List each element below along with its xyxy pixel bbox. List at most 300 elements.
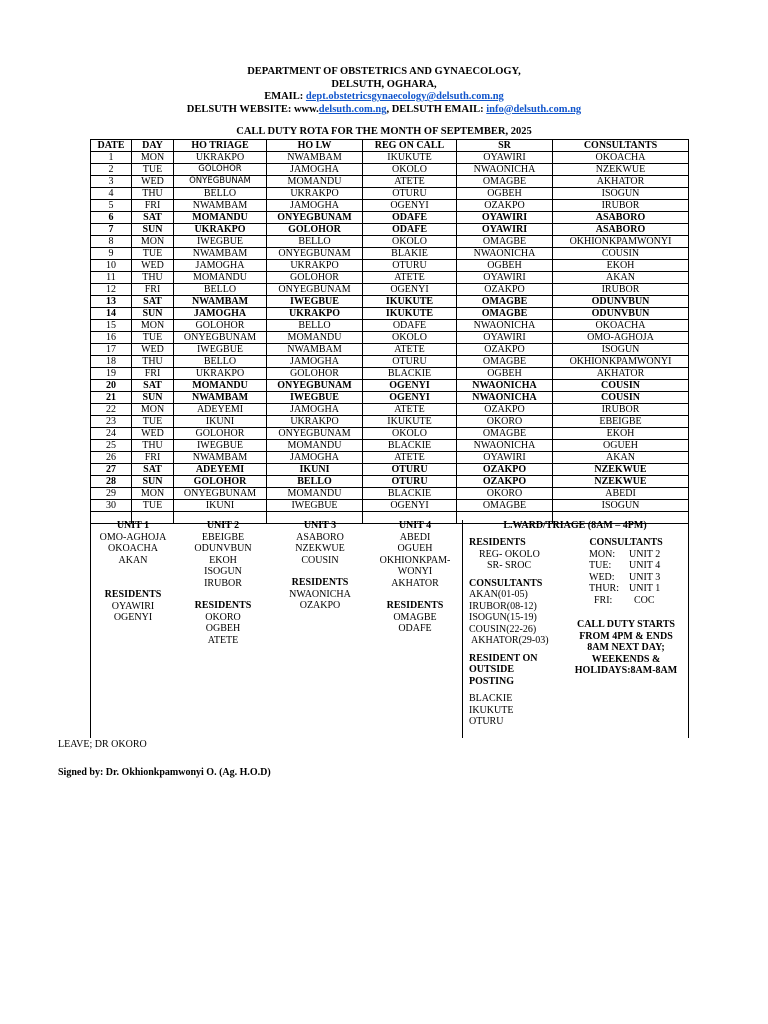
day-unit-row: [567, 549, 685, 561]
table-cell: NWAMBAM: [267, 152, 363, 164]
table-cell: IKUNI: [174, 416, 267, 428]
table-cell: 26: [91, 452, 132, 464]
table-row: [91, 344, 689, 356]
table-cell: 18: [91, 356, 132, 368]
unit-consultant: ASABORO: [296, 531, 344, 543]
column-header: REG ON CALL: [363, 140, 457, 152]
table-cell: OYAWIRI: [457, 452, 553, 464]
table-cell: ATETE: [363, 344, 457, 356]
table-cell: BLACKIE: [363, 368, 457, 380]
table-cell: MOMANDU: [174, 212, 267, 224]
table-cell: JAMOGHA: [267, 164, 363, 176]
table-cell: 11: [91, 272, 132, 284]
table-row: [91, 332, 689, 344]
residents-label: RESIDENTS: [194, 600, 252, 611]
unit-title: UNIT 1: [116, 520, 150, 531]
table-cell: WED: [132, 428, 174, 440]
table-cell: MOMANDU: [267, 488, 363, 500]
unit-consultant: IRUBOR: [204, 577, 242, 589]
table-cell: COUSIN: [553, 392, 689, 404]
unit-consultant: AKAN: [118, 554, 148, 566]
table-cell: 7: [91, 224, 132, 236]
lward-consultant: IRUBOR(08-12): [469, 600, 537, 612]
table-cell: OGENYI: [363, 200, 457, 212]
table-cell: IWEGBUE: [174, 236, 267, 248]
table-body: [91, 152, 689, 524]
email2-label: , DELSUTH EMAIL:: [386, 103, 487, 115]
section-divider: [462, 520, 463, 738]
table-cell: OTURU: [363, 464, 457, 476]
table-cell: IRUBOR: [553, 284, 689, 296]
email2-link[interactable]: info@delsuth.com.ng: [486, 103, 582, 115]
table-cell: ABEDI: [553, 488, 689, 500]
day-unit: UNIT 3: [629, 571, 661, 583]
table-row: [91, 224, 689, 236]
table-cell: MON: [132, 488, 174, 500]
table-cell: ONYEGBUNAM: [267, 428, 363, 440]
table-cell: GOLOHOR: [267, 368, 363, 380]
website-line: [0, 104, 768, 117]
table-cell: COUSIN: [553, 248, 689, 260]
table-cell: OMAGBE: [457, 500, 553, 512]
day-unit-row: [567, 560, 685, 572]
hospital-name: DELSUTH, OGHARA,: [331, 78, 437, 90]
table-cell: COUSIN: [553, 380, 689, 392]
table-cell: ASABORO: [553, 224, 689, 236]
table-row: [91, 212, 689, 224]
table-cell: SUN: [132, 308, 174, 320]
table-cell: NZEKWUE: [553, 476, 689, 488]
table-cell: MOMANDU: [267, 176, 363, 188]
table-cell: 2: [91, 164, 132, 176]
table-cell: IWEGBUE: [267, 392, 363, 404]
table-cell: MON: [132, 152, 174, 164]
unit-consultant: NZEKWUE: [295, 543, 345, 554]
unit-consultant: ISOGUN: [204, 566, 242, 577]
table-row: [91, 260, 689, 272]
table-cell: OKOLO: [363, 428, 457, 440]
table-cell: NWAMBAM: [174, 296, 267, 308]
table-cell: OYAWIRI: [457, 272, 553, 284]
table-cell: IWEGBUE: [174, 344, 267, 356]
table-cell: OKORO: [457, 416, 553, 428]
table-row: [91, 428, 689, 440]
table-cell: NZEKWUE: [553, 164, 689, 176]
unit-consultant: ODUNVBUN: [194, 543, 252, 554]
table-row: [91, 464, 689, 476]
table-row: [91, 440, 689, 452]
table-cell: OZAKPO: [457, 476, 553, 488]
table-cell: NWAMBAM: [267, 344, 363, 356]
table-cell: 30: [91, 500, 132, 512]
table-cell: BLAKIE: [363, 248, 457, 260]
call-duty-note: 8AM NEXT DAY;: [587, 642, 665, 653]
table-row: [91, 452, 689, 464]
table-cell: UKRAKPO: [174, 224, 267, 236]
table-cell: 20: [91, 380, 132, 392]
table-cell: MOMANDU: [174, 380, 267, 392]
table-cell: BELLO: [174, 356, 267, 368]
table-cell: TUE: [132, 164, 174, 176]
table-cell: ODUNVBUN: [553, 308, 689, 320]
table-cell: IKUKUTE: [363, 296, 457, 308]
table-cell: SUN: [132, 392, 174, 404]
outside-resident: BLACKIE: [469, 693, 513, 704]
outside-resident: IKUKUTE: [469, 704, 514, 716]
table-cell: OKOLO: [363, 332, 457, 344]
table-cell: 9: [91, 248, 132, 260]
table-cell: OTURU: [363, 188, 457, 200]
unit-resident: OGENYI: [113, 612, 153, 623]
table-cell: 23: [91, 416, 132, 428]
table-cell: FRI: [132, 284, 174, 296]
unit-4: [367, 520, 463, 635]
outside-resident: OTURU: [469, 716, 504, 727]
lward-consultant: ISOGUN(15-19): [469, 612, 537, 623]
table-cell: GOLOHOR: [174, 428, 267, 440]
table-row: [91, 404, 689, 416]
table-cell: NWAMBAM: [174, 200, 267, 212]
table-cell: TUE: [132, 248, 174, 260]
table-cell: JAMOGHA: [267, 200, 363, 212]
table-cell: ISOGUN: [553, 188, 689, 200]
table-cell: ATETE: [363, 452, 457, 464]
unit-resident: OYAWIRI: [111, 600, 155, 612]
department-name: DEPARTMENT OF OBSTETRICS AND GYNAECOLOGY,: [247, 66, 521, 77]
unit-resident: OZAKPO: [299, 600, 341, 611]
table-cell: OGBEH: [457, 260, 553, 272]
table-cell: BELLO: [174, 284, 267, 296]
table-row: [91, 236, 689, 248]
table-cell: IRUBOR: [553, 200, 689, 212]
table-cell: EKOH: [553, 428, 689, 440]
table-cell: IWEGBUE: [174, 440, 267, 452]
call-duty-note: WEEKENDS &: [591, 653, 661, 665]
table-cell: IKUNI: [267, 464, 363, 476]
table-cell: OYAWIRI: [457, 152, 553, 164]
table-cell: ONYEGBUNAM: [174, 488, 267, 500]
unit-resident: ATETE: [207, 634, 239, 646]
unit-consultant: OKOACHA: [108, 543, 158, 554]
day-label: MON:: [589, 548, 616, 560]
lward-title-text: L.WARD/TRIAGE (8AM – 4PM): [503, 520, 647, 531]
table-cell: ATETE: [363, 176, 457, 188]
table-cell: UKRAKPO: [267, 416, 363, 428]
table-cell: OGENYI: [363, 380, 457, 392]
table-cell: OGBEH: [457, 368, 553, 380]
table-row: [91, 176, 689, 188]
table-cell: OMAGBE: [457, 236, 553, 248]
table-cell: ONYEGBUNAM: [174, 176, 267, 188]
table-row: [91, 272, 689, 284]
column-header: DAY: [132, 140, 174, 152]
table-cell: ISOGUN: [553, 344, 689, 356]
table-cell: OMAGBE: [457, 296, 553, 308]
table-cell: WED: [132, 176, 174, 188]
table-cell: OYAWIRI: [457, 224, 553, 236]
day-label: THUR:: [589, 583, 619, 594]
unit-consultant: OKHIONKPAM-: [379, 554, 451, 566]
table-cell: OKHIONKPAMWONYI: [553, 356, 689, 368]
table-cell: JAMOGHA: [174, 260, 267, 272]
table-cell: 24: [91, 428, 132, 440]
table-cell: OMAGBE: [457, 176, 553, 188]
table-cell: 29: [91, 488, 132, 500]
table-cell: OZAKPO: [457, 404, 553, 416]
table-cell: 4: [91, 188, 132, 200]
table-cell: IWEGBUE: [267, 296, 363, 308]
day-unit: UNIT 1: [629, 583, 661, 594]
table-row: [91, 188, 689, 200]
day-unit: UNIT 4: [629, 560, 661, 571]
website-label: DELSUTH WEBSITE: www.: [186, 103, 319, 115]
table-cell: MOMANDU: [267, 440, 363, 452]
table-cell: UKRAKPO: [174, 152, 267, 164]
table-cell: SAT: [132, 296, 174, 308]
table-cell: MON: [132, 404, 174, 416]
table-cell: UKRAKPO: [267, 188, 363, 200]
table-row: [91, 416, 689, 428]
column-header: CONSULTANTS: [553, 140, 689, 152]
table-cell: 16: [91, 332, 132, 344]
table-cell: MOMANDU: [174, 272, 267, 284]
table-cell: ONYEGBUNAM: [267, 380, 363, 392]
unit-assignments: [90, 520, 689, 738]
email-label: EMAIL:: [264, 91, 306, 102]
column-header: SR: [457, 140, 553, 152]
unit-1: [91, 520, 175, 624]
table-cell: NZEKWUE: [553, 464, 689, 476]
table-cell: IRUBOR: [553, 404, 689, 416]
right-border: [688, 520, 689, 738]
day-consultants-label: CONSULTANTS: [589, 537, 663, 548]
table-cell: OKOLO: [363, 236, 457, 248]
table-cell: MON: [132, 320, 174, 332]
table-cell: ATETE: [363, 272, 457, 284]
day-unit-row: [567, 595, 685, 607]
table-cell: NWAONICHA: [457, 440, 553, 452]
table-cell: TUE: [132, 332, 174, 344]
call-duty-note: CALL DUTY STARTS: [576, 619, 675, 630]
call-duty-note: HOLIDAYS:8AM-8AM: [574, 665, 678, 676]
table-cell: OMAGBE: [457, 308, 553, 320]
table-cell: FRI: [132, 200, 174, 212]
table-cell: BELLO: [267, 236, 363, 248]
table-cell: OGENYI: [363, 500, 457, 512]
outside-posting-label: OUTSIDE: [469, 664, 515, 675]
table-cell: AKHATOR: [553, 176, 689, 188]
table-row: [91, 320, 689, 332]
unit-title: UNIT 3: [303, 520, 337, 531]
table-row: [91, 488, 689, 500]
outside-posting-label: POSTING: [469, 675, 515, 687]
unit-consultant: OMO-AGHOJA: [99, 531, 167, 543]
lward-consultants-label: CONSULTANTS: [469, 577, 543, 589]
unit-consultant: WONYI: [397, 566, 433, 577]
table-cell: FRI: [132, 368, 174, 380]
unit-title: UNIT 2: [206, 520, 240, 531]
residents-label: RESIDENTS: [291, 577, 349, 588]
table-cell: 5: [91, 200, 132, 212]
residents-label: RESIDENTS: [104, 589, 162, 600]
table-cell: THU: [132, 440, 174, 452]
table-cell: ODAFE: [363, 320, 457, 332]
table-cell: IKUNI: [174, 500, 267, 512]
table-cell: 12: [91, 284, 132, 296]
table-header-row: [91, 140, 689, 152]
table-cell: JAMOGHA: [174, 308, 267, 320]
table-cell: 1: [91, 152, 132, 164]
table-cell: ATETE: [363, 404, 457, 416]
table-row: [91, 356, 689, 368]
table-row: [91, 164, 689, 176]
table-cell: 14: [91, 308, 132, 320]
table-cell: 17: [91, 344, 132, 356]
table-cell: OKHIONKPAMWONYI: [553, 236, 689, 248]
table-cell: 25: [91, 440, 132, 452]
table-cell: OKORO: [457, 488, 553, 500]
table-cell: MON: [132, 236, 174, 248]
table-cell: OMAGBE: [457, 428, 553, 440]
table-cell: NWAMBAM: [174, 248, 267, 260]
website-link[interactable]: delsuth.com.ng: [318, 103, 387, 115]
lward-residents-label: RESIDENTS: [469, 537, 526, 548]
table-cell: 22: [91, 404, 132, 416]
column-header: DATE: [91, 140, 132, 152]
table-cell: GOLOHOR: [174, 164, 267, 176]
table-cell: ISOGUN: [553, 500, 689, 512]
table-cell: WED: [132, 260, 174, 272]
table-cell: ADEYEMI: [174, 404, 267, 416]
table-cell: JAMOGHA: [267, 404, 363, 416]
unit-resident: OKORO: [205, 611, 241, 623]
table-row: [91, 200, 689, 212]
table-cell: 28: [91, 476, 132, 488]
table-row: [91, 296, 689, 308]
unit-resident: OMAGBE: [393, 611, 437, 623]
lward-resident: SR- SROC: [487, 560, 532, 571]
table-cell: ONYEGBUNAM: [267, 248, 363, 260]
leave-note: LEAVE; DR OKORO: [58, 739, 147, 750]
day-unit-row: [567, 583, 685, 595]
day-unit: UNIT 2: [629, 548, 661, 560]
table-row: [91, 476, 689, 488]
table-cell: THU: [132, 188, 174, 200]
table-cell: OZAKPO: [457, 284, 553, 296]
table-cell: SUN: [132, 476, 174, 488]
day-label: FRI:: [594, 594, 613, 606]
table-cell: IKUKUTE: [363, 152, 457, 164]
table-cell: SAT: [132, 212, 174, 224]
email-line: [0, 91, 768, 104]
table-cell: OKOACHA: [553, 320, 689, 332]
email-link[interactable]: dept.obstetricsgynaecology@delsuth.com.ng: [305, 91, 504, 102]
table-cell: NWAONICHA: [457, 380, 553, 392]
table-cell: BELLO: [267, 320, 363, 332]
table-row: [91, 392, 689, 404]
unit-consultant: ABEDI: [399, 531, 431, 543]
lward-resident: REG- OKOLO: [479, 548, 540, 560]
unit-consultant: EBEIGBE: [201, 531, 245, 543]
table-cell: IWEGBUE: [267, 500, 363, 512]
table-row: [91, 500, 689, 512]
table-cell: GOLOHOR: [174, 476, 267, 488]
table-cell: BLACKIE: [363, 488, 457, 500]
table-cell: IKUKUTE: [363, 416, 457, 428]
table-cell: ADEYEMI: [174, 464, 267, 476]
table-cell: UKRAKPO: [174, 368, 267, 380]
table-cell: WED: [132, 344, 174, 356]
table-cell: OMO-AGHOJA: [553, 332, 689, 344]
unit-resident: OGBEH: [205, 623, 241, 634]
day-unit-row: [567, 572, 685, 584]
table-cell: BELLO: [174, 188, 267, 200]
table-cell: BELLO: [267, 476, 363, 488]
call-duty-note: FROM 4PM & ENDS: [579, 630, 673, 642]
table-cell: AKAN: [553, 272, 689, 284]
table-cell: NWAONICHA: [457, 320, 553, 332]
table-cell: OKOLO: [363, 164, 457, 176]
table-cell: AKAN: [553, 452, 689, 464]
unit-2: [175, 520, 271, 646]
table-cell: JAMOGHA: [267, 356, 363, 368]
unit-resident: ODAFE: [398, 623, 432, 634]
table-cell: ONYEGBUNAM: [267, 284, 363, 296]
table-row: [91, 308, 689, 320]
table-cell: NWAMBAM: [174, 392, 267, 404]
lward-consultant: AKHATOR(29-03): [471, 635, 549, 646]
unit-resident: NWAONICHA: [289, 588, 351, 600]
table-cell: NWAMBAM: [174, 452, 267, 464]
rota-table: [90, 139, 689, 524]
day-label: WED:: [589, 571, 615, 583]
column-header: HO LW: [267, 140, 363, 152]
unit-3: [273, 520, 367, 612]
table-cell: OZAKPO: [457, 200, 553, 212]
table-cell: ONYEGBUNAM: [267, 212, 363, 224]
table-cell: NWAONICHA: [457, 392, 553, 404]
table-cell: 10: [91, 260, 132, 272]
table-cell: THU: [132, 272, 174, 284]
table-row: [91, 368, 689, 380]
table-cell: EBEIGBE: [553, 416, 689, 428]
unit-consultant: AKHATOR: [391, 577, 439, 589]
residents-label: RESIDENTS: [386, 600, 444, 611]
table-cell: TUE: [132, 500, 174, 512]
table-cell: SUN: [132, 224, 174, 236]
table-cell: UKRAKPO: [267, 308, 363, 320]
table-cell: ONYEGBUNAM: [174, 332, 267, 344]
table-cell: GOLOHOR: [267, 224, 363, 236]
table-cell: BLACKIE: [363, 440, 457, 452]
table-cell: ODUNVBUN: [553, 296, 689, 308]
outside-posting-label: RESIDENT ON: [469, 652, 538, 664]
table-cell: 27: [91, 464, 132, 476]
table-cell: 21: [91, 392, 132, 404]
table-cell: AKHATOR: [553, 368, 689, 380]
table-cell: OTURU: [363, 356, 457, 368]
table-cell: 3: [91, 176, 132, 188]
rota-title: CALL DUTY ROTA FOR THE MONTH OF SEPTEMBER, 2025: [236, 126, 532, 137]
table-cell: IKUKUTE: [363, 308, 457, 320]
table-cell: 13: [91, 296, 132, 308]
table-cell: SAT: [132, 380, 174, 392]
table-cell: OGENYI: [363, 284, 457, 296]
lward-right-panel: [567, 537, 685, 677]
table-cell: OGBEH: [457, 188, 553, 200]
table-row: [91, 284, 689, 296]
lward-consultant: AKAN(01-05): [469, 589, 528, 600]
